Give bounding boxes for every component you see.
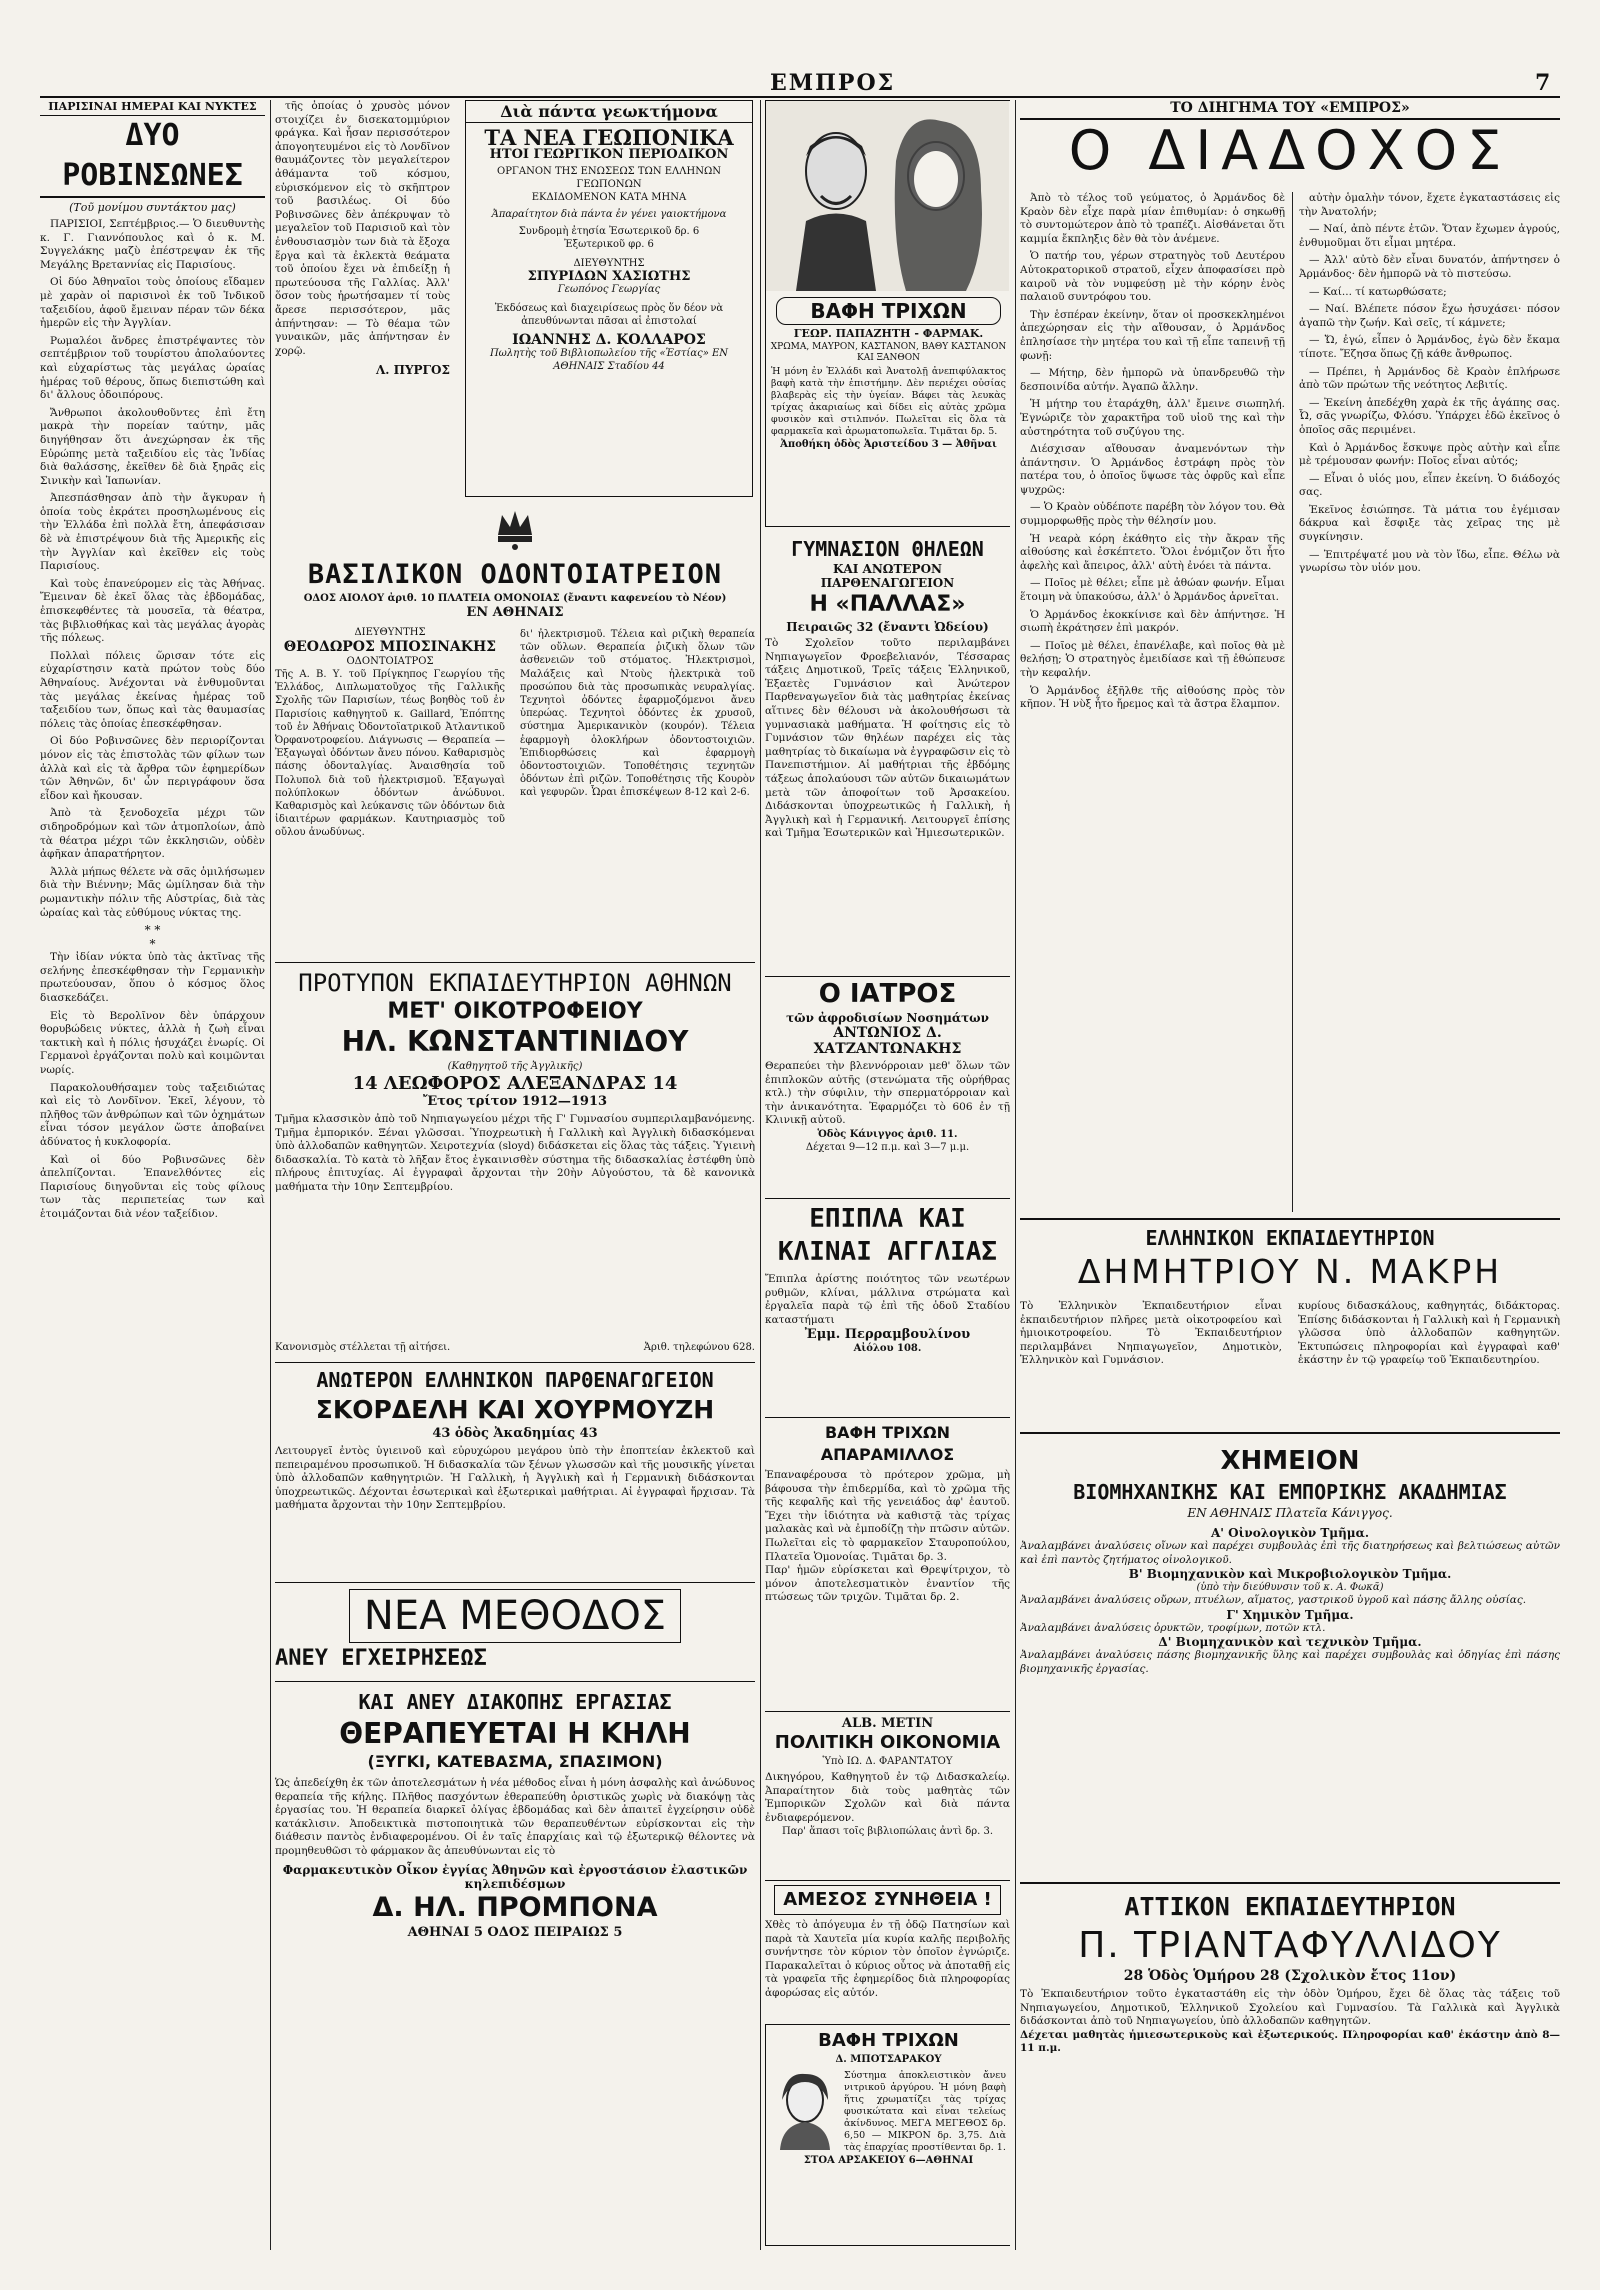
ad-organ: ΟΡΓΑΝΟΝ ΤΗΣ ΕΝΩΣΕΩΣ ΤΩΝ ΕΛΛΗΝΩΝ ΓΕΩΠΟΝΩΝ (497, 166, 721, 190)
dental-director (275, 626, 505, 840)
article-continuation (275, 100, 450, 378)
paragraph: Ἡ νεαρὰ κόρη ἐκάθητο εἰς τὴν ἄκραν τῆς αἰθούσης καὶ ἐσκέπτετο. Ὅλοι ἐνόμιζον ὅτι ἦτο ἀφελὴς καὶ ἄπειρος, ἀλλ' αὐτὴ ἐνόει τὰ πάντα. (1020, 532, 1285, 572)
newspaper-name: ΕΜΠΡΟΣ (770, 70, 896, 96)
ad-year: Ἔτος τρίτον 1912—1913 (422, 1094, 608, 1109)
ad-title: ΒΑΦΗ ΤΡΙΧΩΝ (776, 297, 1001, 325)
ad-title: ΑΜΕΣΟΣ ΣΥΝΗΘΕΙΑ ! (774, 1885, 1000, 1915)
ad-address: 14 ΛΕΩΦΟΡΟΣ ΑΛΕΞΑΝΔΡΑΣ 14 (352, 1073, 678, 1094)
ad-subtitle: ΒΙΟΜΗΧΑΝΙΚΗΣ ΚΑΙ ΕΜΠΟΡΙΚΗΣ ΑΚΑΔΗΜΙΑΣ (1073, 1480, 1507, 1504)
ad-title: ΒΑΣΙΛΙΚΟΝ ΟΔΟΝΤΟΙΑΤΡΕΙΟΝ (307, 559, 723, 590)
ad-maker: Φαρμακευτικὸν Οἶκον ἐγγίας Ἀθηνῶν καὶ ἐργοστάσιον ἐλαστικῶν κηλεπιδέσμων (282, 1862, 748, 1891)
ad-title: ΤΑ ΝΕΑ ΓΕΩΠΟΝΙΚΑ (484, 125, 734, 150)
ad-title: ΑΤΤΙΚΟΝ ΕΚΠΑΙΔΕΥΤΗΡΙΟΝ (1124, 1892, 1456, 1921)
section-text: Ἀναλαμβάνει ἀναλύσεις πάσης βιομηχανικῆς ὕλης καὶ παρέχει συμβουλὰς καὶ ὁδηγίας ἐπὶ πάσης βιομηχανικῆς ἐργασίας. (1020, 1649, 1560, 1675)
ad-text: Σύστημα ἀποκλειστικὸν ἄνευ νιτρικοῦ ἀργύρου. Ἡ μόνη βαφὴ ἥτις χρωματίζει τὰς τρίχας φυσικώτατα καὶ εἶναι τελείως ἀκίνδυνος. ΜΕΓΑ ΜΕΓΕΘΟΣ δρ. 6,50 — ΜΙΚΡΟΝ δρ. 3,75. Διὰ τὰς ἐπαρχίας προστίθενται δρ. 1. (844, 2070, 1006, 2153)
paragraph: Ὁ Ἀρμάνδος ἐξῆλθε τῆς αἰθούσης πρὸς τὸν κῆπον. Ἡ νὺξ ἦτο ἤρεμος καὶ τὰ ἄστρα ἔλαμπον. (1020, 684, 1285, 711)
author: Λ. ΠΥΡΓΟΣ (375, 363, 450, 378)
hair-dye-ad (765, 100, 1010, 527)
ad-info: Ἐκδόσεως καὶ διαχειρίσεως πρὸς ὅν δέον νὰ ἀπευθύνωνται πᾶσαι αἱ ἐπιστολαί (494, 303, 724, 327)
ad-director-title: Γεωπόνος Γεωργίας (557, 284, 661, 295)
ad-name: Δ. ΗΛ. ΠΡΟΜΠΟΝΑ (372, 1891, 658, 1923)
ad-name: ΗΛ. ΚΩΝΣΤΑΝΤΙΝΙΔΟΥ (341, 1025, 689, 1058)
ad-director-label: ΔΙΕΥΘΥΝΤΗΣ (573, 258, 645, 269)
director-title: ΟΔΟΝΤΟΙΑΤΡΟΣ (346, 656, 434, 667)
ad-line: (ΞΥΓΚΙ, ΚΑΤΕΒΑΣΜΑ, ΣΠΑΣΙΜΟΝ) (367, 1752, 663, 1771)
hair-dye-ad-3 (765, 2024, 1010, 2246)
ad-title: ΕΛΛΗΝΙΚΟΝ ΕΚΠΑΙΔΕΥΤΗΡΙΟΝ (1145, 1226, 1435, 1250)
ad-address: 43 ὁδὸς Ἀκαδημίας 43 (432, 1426, 598, 1441)
ad-admin: ΙΩΑΝΝΗΣ Δ. ΚΟΛΛΑΡΟΣ (512, 332, 706, 348)
paragraph: — Ὁ Κραὸν οὐδέποτε παρέβη τὸν λόγον του. Θὰ συμμορφωθῇς πρὸς τὴν θέλησίν μου. (1020, 501, 1285, 528)
ad-maker: Δ. ΜΠΟΤΣΑΡΑΚΟΥ (835, 2054, 942, 2065)
ad-title-wrap (765, 1885, 1010, 1915)
ad-address: Ἀποθήκη ὁδὸς Ἀριστείδου 3 — Ἀθῆναι (780, 439, 997, 450)
chemistry-lab-ad (1020, 1432, 1560, 1879)
top-section (275, 100, 755, 500)
ad-line: ΑΝΩΤΕΡΟΝ ΕΛΛΗΝΙΚΟΝ ΠΑΡΘΕΝΑΓΩΓΕΙΟΝ (316, 1368, 714, 1392)
paragraph: — Μήτηρ, δὲν ἠμπορῶ νὰ ὑπανδρευθῶ τὴν δεσποινίδα αὐτήν. Ἀγαπῶ ἄλλην. (1020, 367, 1285, 393)
ad-address: Πωλητὴς τοῦ Βιβλιοπωλείου τῆς «Ἑστίας» ΕΝ ΑΘΗΝΑΙΣ Σταδίου 44 (489, 348, 729, 372)
ad-title: Ο ΙΑΤΡΟΣ (818, 979, 957, 1009)
header-rule (40, 96, 1560, 98)
paragraph: — Πρέπει, ἡ Ἀρμάνδος δὲ Κραὸν ἐπλήρωσε ἀπὸ τῶν πρώτων τῆς νεότητος Λεβιτίς. (1299, 365, 1560, 392)
story-rubric: ΤΟ ΔΙΗΓΗΜΑ ΤΟΥ «ΕΜΠΡΟΣ» (1020, 100, 1560, 120)
masthead (0, 0, 1600, 96)
ad-text: Τὸ Ἐκπαιδευτήριον τοῦτο ἐγκαταστάθη εἰς τὴν ὁδὸν Ὁμήρου, ἔχει δὲ ὅλας τὰς τάξεις τοῦ Νηπιαγωγείου, Δημοτικοῦ, Ἑλληνικοῦ Σχολείου καὶ Γυμνασίου. Τὰ Γαλλικὰ καὶ Ἀγγλικὰ διδάσκονται ἀπὸ τοῦ Νηπιαγωγείου, ὑπὸ ἀλλοδαπῶν καθηγητῶν. (1020, 1988, 1560, 2028)
ad-text: Ὡς ἀπεδείχθη ἐκ τῶν ἀποτελεσμάτων ἡ νέα μέθοδος εἶναι ἡ μόνη ἀσφαλὴς καὶ ἀνώδυνος θεραπεία τῆς κήλης. Πλῆθος πασχόντων ἐθεραπεύθη ὁριστικῶς χωρὶς νὰ διακόψῃ τὰς ἐργασίας του. Ἡ θεραπεία διαρκεῖ ὀλίγας ἑβδομάδας καὶ δὲν ἀπαιτεῖ ἐγχείρησιν οὐδὲ κατάκλισιν. Ἀποδεικτικὰ πιστοποιητικὰ τῶν θεραπευθέντων εὑρίσκονται εἰς τὴν διάθεσιν παντὸς ἐνδιαφερομένου. Οἱ ἐν ταῖς ἐπαρχίαις καὶ τῷ ἐξωτερικῷ θέλοντες νὰ προμηθευθῶσι τὸ φάρμακον ἂς ἀπευθύνωνται εἰς τὸ (275, 1777, 755, 1857)
ad-price: Παρ' ἅπασι τοῖς βιβλιοπώλαις ἀντὶ δρ. 3. (781, 1826, 994, 1838)
ad-address: ΣΤΟΑ ΑΡΣΑΚΕΙΟΥ 6—ΑΘΗΝΑΙ (803, 2155, 974, 2166)
ad-text: Θεραπεύει τὴν βλεννόρροιαν μεθ' ὅλων τῶν ἐπιπλοκῶν αὐτῆς (στενώματα τῆς οὐρήθρας κτλ.) τὴν σύφιλιν, τὴν σπερματόρροιαν καὶ τὴν ἀνικανότητα. Ἐφαρμόζει τὸ 606 ἐν τῇ Κλινικῇ αὐτοῦ. (765, 1060, 1010, 1127)
ad-city: ΕΝ ΑΘΗΝΑΙΣ (466, 605, 564, 620)
paragraph: Ἀλλὰ μήπως θέλετε νὰ σᾶς ὁμιλήσωμεν διὰ τὴν Βιέννην; Μᾶς ὡμίλησαν διὰ τὴν ρωμαντικὴν πόλιν τῆς Αὐστρίας, διὰ τὰς ὡραίας καὶ τὰς εὐθύμους νύκτας της. (40, 865, 265, 919)
notice-ad (765, 1880, 1010, 2021)
section-separator: * * * (144, 923, 161, 951)
woman-portrait-illustration (770, 2070, 840, 2150)
ad-price: Συνδρομὴ ἐτησία Ἐσωτερικοῦ δρ. 6 (518, 226, 700, 237)
story-title: Ο ΔΙΑΔΟΧΟΣ (1068, 119, 1512, 182)
paragraph: — Ἐκείνη ἀπεδέχθη χαρὰ ἐκ τῆς ἀγάπης σας. Ὦ, σᾶς γνωρίζω, Φλόσυ. Ὑπάρχει ἐδῶ ἐκεῖνος ὁ ὁποῖος σᾶς περιμένει. (1299, 396, 1560, 436)
ad-title: ΧΗΜΕΙΟΝ (1220, 1446, 1360, 1476)
royal-crest (275, 505, 755, 555)
column-2 (275, 100, 755, 2250)
ad-text: Δικηγόρου, Καθηγητοῦ ἐν τῷ Διδασκαλείῳ. Ἀπαραίτητον διὰ τοὺς μαθητὰς τῶν Ἐμπορικῶν Σχολῶν καὶ διὰ πάντα ἐνδιαφερόμενον. (765, 1771, 1010, 1824)
ad-colors: ΧΡΩΜΑ, ΜΑΥΡΟΝ, ΚΑΣΤΑΝΟΝ, ΒΑΘΥ ΚΑΣΤΑΝΟΝ ΚΑΙ ΞΑΝΘΟΝ (770, 342, 1007, 363)
paragraph: Οἱ δύο Ροβινσῶνες δὲν περιορίζονται μόνον εἰς τὰς ἐπιστολὰς τῶν φίλων των ἀλλὰ καὶ εἰς τὰ ἄρθρα τῶν ἐφημερίδων τῶν Ἀθηνῶν, δι' ὧν περιγράφουν ὅσα εἶδον καὶ ἤκουσαν. (40, 735, 265, 802)
paragraph: Ἀπεσπάσθησαν ἀπὸ τὴν ἄγκυραν ἡ ὁποία τοὺς ἐκράτει προσηλωμένους εἰς τὴν Ἑλλάδα ἐπὶ πολλὰ ἔτη, ἀπεφάσισαν δὲ νὰ ἐπιστρέψουν διὰ τῆς Ἀμερικῆς εἰς τὴν Ἀγγλίαν καὶ ἐκεῖθεν εἰς τοὺς Παρισίους. (40, 492, 265, 573)
ad-address: ΕΝ ΑΘΗΝΑΙΣ Πλατεῖα Κάνιγγος. (1187, 1506, 1393, 1520)
ad-line: ΘΕΡΑΠΕΥΕΤΑΙ Η ΚΗΛΗ (339, 1717, 691, 1750)
ad-text: Ἐπαναφέρουσα τὸ πρότερον χρῶμα, μὴ βάφουσα τὴν ἐπιδερμίδα, καὶ τὸ χρῶμα τῆς τῆς κεφαλῆς καὶ τῆς γενειάδος ἀφ' ἑαυτοῦ. Ἔχει τὴν ἰδιότητα νὰ καθιστᾷ τὰς τρίχας μαλακὰς καὶ νὰ ἐμποδίζῃ τὴν πτῶσιν αὐτῶν. Πωλεῖται εἰς τὸ φαρμακεῖον Σταυροπούλου, Πλατεῖα Ὁμονοίας. Τιμᾶται δρ. 3. (765, 1469, 1010, 1563)
ad-text: Ἔπιπλα ἀρίστης ποιότητος τῶν νεωτέρων ρυθμῶν, κλίναι, μάλλινα στρώματα καὶ ἐργαλεῖα παρὰ τῷ ἐπὶ τῆς ὁδοῦ Σταδίου καταστήματι (765, 1273, 1010, 1326)
paragraph: — Ἐπιτρέψατέ μου νὰ τὸν ἴδω, εἶπε. Θέλω νὰ γνωρίσω τὸν υἱόν μου. (1299, 548, 1560, 575)
paragraph: — Ἀλλ' αὐτὸ δὲν εἶναι δυνατόν, ἀπήντησεν ὁ Ἀρμάνδος· δὲν ἠμπορῶ νὰ τὸ πιστεύσω. (1299, 254, 1560, 280)
ad-maker: ΓΕΩΡ. ΠΑΠΑΖΗΤΗ - ΦΑΡΜΑΚ. (793, 327, 984, 340)
paragraph: — Ποῖος μὲ θέλει, ἐπανέλαβε, καὶ ποῖος θὰ μὲ θελήσῃ; Ὁ στρατηγὸς ἐμειδίασε καὶ τῇ ἐθώπευσε τὴν κεφαλήν. (1020, 639, 1285, 679)
ad-name: ΑΝΤΩΝΙΟΣ Δ. ΧΑΤΖΑΝΤΩΝΑΚΗΣ (813, 1025, 962, 1057)
ad-subtitle: ΜΕΤ' ΟΙΚΟΤΡΟΦΕΙΟΥ (387, 999, 643, 1024)
paragraph: Τὴν ἰδίαν νύκτα ὑπὸ τὰς ἀκτῖνας τῆς σελήνης ἐπεσκέφθησαν τὴν Γερμανικὴν πρωτεύουσαν, ὅπου ὁ κόσμος ὅλος διασκεδάζει. (40, 951, 265, 1005)
page-number: 7 (1535, 70, 1551, 96)
ad-title: ΓΥΜΝΑΣΙΟΝ ΘΗΛΕΩΝ (791, 537, 984, 561)
ad-text: Τμῆμα κλασσικὸν ἀπὸ τοῦ Νηπιαγωγείου μέχρι τῆς Γ' Γυμνασίου συμπεριλαμβανόμενης. Τμῆμα ἐμπορικόν. Ξέναι γλῶσσαι. Ὑποχρεωτικὴ ἡ Γαλλικὴ καὶ Ἀγγλικὴ διδασκόμεναι ὑπὸ ἀλλοδαπῶν καθηγητῶν. Χειροτεχνία (sloyd) διδάσκεται εἰς ὅλας τὰς τάξεις. Ὑγιεινὴ διδασκαλία. Τὸ κατὰ τὸ λῆξαν ἔτος ἐγκαινισθὲν σύστημα τῆς διδασκαλίας ἐστέφθη ὑπὸ πλήρους ἐπιτυχίας. Αἱ ἐγγραφαὶ ἄρχονται τὴν 20ὴν Αὐγούστου, τὰ δὲ κανονικὰ μαθήματα τὴν 10ην Σεπτεμβρίου. (275, 1113, 755, 1193)
column-4 (1020, 100, 1560, 2250)
paragraph: Ρωμαλέοι ἄνδρες ἐπιστρέψαντες τὸν σεπτέμβριον τοῦ τουρίστου ἀπολαύοντες καὶ εὐχαρίστως τὰς μεγάλας ὡραίας ἡμέρας τοῦ θέρους, ὅπως διεπιστώθη καὶ δι' ἄλλους ὁδοιπόρους. (40, 334, 265, 402)
hernia-ad (275, 1582, 755, 2248)
article-headline: ΔΥΟ ΡΟΒΙΝΣΩΝΕΣ (40, 116, 265, 198)
ad-title: ΒΑΦΗ ΤΡΙΧΩΝ (818, 2030, 959, 2051)
ad-address: Ὁδὸς Κάνιγγος ἀριθ. 11. (817, 1128, 958, 1140)
paragraph: — Ναί, ἀπὸ πέντε ἐτῶν. Ὅταν ἔχωμεν ἀγρούς, ἐνθυμοῦμαι ὅτι εἶμαι μητέρα. (1299, 223, 1560, 249)
story-column-a (1020, 192, 1285, 1212)
ad-phone: Ἀριθ. τηλεφώνου 628. (643, 1342, 755, 1353)
ad-title: ΠΟΛΙΤΙΚΗ ΟΙΚΟΝΟΜΙΑ (774, 1732, 1001, 1753)
paragraph: — Καί... τί κατωρθώσατε; (1309, 285, 1447, 298)
ad-author: ALB. METIN (841, 1716, 934, 1731)
ad-name: ΔΗΜΗΤΡΙΟΥ Ν. ΜΑΚΡΗ (1077, 1252, 1503, 1291)
column-rule (760, 100, 761, 2250)
dental-services: δι' ἠλεκτρισμοῦ. Τέλεια καὶ ριζικὴ θεραπεία τῶν οὔλων. Θεραπεία ῥιζικὴ ὅλων τῶν ἀσθενειῶν τοῦ στόματος. Ἠλεκτρισμοὶ, Μαλάξεις καὶ Ντοὺς ἠλεκτρικὰ τοῦ προσώπου διὰ τὰς προσωπικὰς νευραλγίας. Τεχνητοὶ ὀδόντες ἐφαρμοζόμενοι ἄνευ ὑπερώας. Τεχνητοὶ ὀδόντες ἐκ χρυσοῦ, σύστημα Ἀμερικανικὸν (κουρόν). Τέλεια ἐφαρμογὴ ὁλοκλήρων ὀδοντοστοιχιῶν. Ἐπιδιορθώσεις καὶ ἐφαρμογὴ ὀδοντοστοιχιῶν. Τοποθέτησις τεχνητῶν ὀδόντων ἐπὶ ριζῶν. Τοποθέτησις τῆς Κουρὸν καὶ γεφυρῶν. Ὧραι ἐπισκέψεων 8-12 καὶ 2-6. (520, 629, 755, 799)
section-text: Ἀναλαμβάνει ἀναλύσεις ὀρυκτῶν, τροφίμων, ποτῶν κτλ. (1020, 1621, 1326, 1634)
article-body (40, 218, 265, 1222)
divider (275, 1681, 755, 1682)
paragraph: Ἐκεῖνος ἐσιώπησε. Τὰ μάτια του ἐγέμισαν δάκρυα καὶ ἔσφιξε τὰς χεῖρας της μὲ συγκίνησιν. (1299, 503, 1560, 544)
paragraph: τῆς ὁποίας ὁ χρυσὸς μόνον στοιχίζει ἐν δισεκατομμύριον φράγκα. Καὶ ἦσαν περισσότερον ἀπογοητευμένοι εἰς τὸ Λονδῖνον θαυμάζοντες τὸν μεγαλείτερον ἀθάμαντα τοῦ κόσμου, εὑρισκόμενον εἰς τὸ σκῆπτρον τοῦ βασιλέως. Οἱ δύο Ροβινσῶνες δὲν ἀπέκρυψαν τὸ μεγαλεῖον τοῦ Παρισιοῦ καὶ τὸν ἐνθουσιασμὸν των διὰ τὰ ἔξοχα ἔργα καὶ τὰ ἐκλεκτὰ θεάματα τοῦ ὁποίου ἔχει νὰ ἐπιδείξῃ ἡ πρωτεύουσα τῆς Γαλλίας. Ἀλλ' ὅσον τοὺς ἠρωτήσαμεν τί τοὺς ἄρεσε περισσότερον, μᾶς ἀπήντησαν: — Τὸ θέαμα τῶν γυναικῶν, μᾶς ἀπήντησαν ἐν χορῷ. (275, 100, 450, 357)
paragraph: Διέσχισαν αἴθουσαν ἀναμενόντων τὴν ἀπάντησιν. Ὁ Ἀρμάνδος ἐστράφη πρὸς τὸν πατέρα του, ὁ ὁποῖος ὕψωσε τὰς ὀφρῦς καὶ εἶπε ψυχρῶς: (1020, 443, 1285, 496)
section-text: Ἀναλαμβάνει ἀναλύσεις οἴνων καὶ παρέχει συμβουλὰς ἐπὶ τῆς διατηρήσεως καὶ βελτιώσεως αὐτῶν καὶ ἐπὶ παντὸς ζητήματος οἰνολογικοῦ. (1020, 1540, 1560, 1566)
ad-address: 28 Ὁδὸς Ὁμήρου 28 (Σχολικὸν ἔτος 11ον) (1123, 1968, 1457, 1984)
ad-frequency: ΕΚΔΙΔΟΜΕΝΟΝ ΚΑΤΑ ΜΗΝΑ (531, 192, 687, 203)
furniture-ad (765, 1198, 1010, 1414)
paragraph: Οἱ δύο Ἀθηναῖοι τοὺς ὁποίους εἴδαμεν μὲ χαρὰν οἱ παρισινοὶ ἐκ τοῦ Ἰνδικοῦ ταξειδίου, ἀφοῦ ἔμειναν πέραν τῶν δέκα ἡμερῶν εἰς τὴν Ἀγγλίαν. (40, 276, 265, 330)
ad-note: (Καθηγητοῦ τῆς Ἀγγλικῆς) (447, 1061, 583, 1072)
paragraph: Ἄνθρωποι ἀκολουθοῦντες ἐπὶ ἔτη μακρὰ τὴν πορείαν ταύτην, μᾶς διηγήθησαν ὅτι ἀνεχώρησαν ἐκ τῆς Εὐρώπης μετὰ ταξειδίου εἰς τὰς Ἰνδίας διὰ θαλάσσης, ἐκεῖθεν δὲ διὰ ξηρᾶς εἰς Σινικὴν καὶ Ἰαπωνίαν. (40, 406, 265, 487)
ad-text: Λειτουργεῖ ἐντὸς ὑγιεινοῦ καὶ εὐρυχώρου μεγάρου ὑπὸ τὴν ἐποπτείαν ἐκλεκτοῦ καὶ πεπειραμένου προσωπικοῦ. Ἡ διδασκαλία τῶν ξένων γλωσσῶν καὶ τῆς μουσικῆς γίνεται ὑπὸ ἀλλοδαπῶν καθηγητριῶν. Ἡ Γαλλικὴ, ἡ Ἀγγλικὴ καὶ ἡ Γερμανικὴ διδάσκονται ὑποχρεωτικῶς. Δέχονται ἐσωτερικαὶ καὶ ἐξωτερικαὶ μαθήτριαι. Αἱ ἐγγραφαὶ ἤρχισαν. Τὰ μαθήματα ἄρχονται τὴν 10ην Σεπτεμβρίου. (275, 1445, 755, 1512)
ad-subtitle: ΗΤΟΙ ΓΕΩΡΓΙΚΟΝ ΠΕΡΙΟΔΙΚΟΝ (489, 147, 729, 162)
ad-subtitle: ΚΑΙ ΑΝΩΤΕΡΟΝ ΠΑΡΘΕΝΑΓΩΓΕΙΟΝ (820, 562, 955, 590)
paragraph: — Ναί. Βλέπετε πόσον ἔχω ἡσυχάσει· πόσον ἀγαπῶ τὴν ζωήν. Καὶ σεῖς, τί κάμνετε; (1299, 303, 1560, 329)
ad-footer: Κανονισμὸς στέλλεται τῇ αἰτήσει. (275, 1342, 451, 1353)
attikon-school-ad (1020, 1882, 1560, 2249)
georgika-ad (465, 100, 753, 497)
paragraph: Τὴν ἑσπέραν ἐκείνην, ὅταν οἱ προσκεκλημένοι ἀπεχώρησαν εἰς τὴν αἴθουσαν, ὁ Ἀρμάνδος ἐπλησίασε τὴν μητέρα του καὶ τῇ εἶπε ταπεινῇ τῇ φωνῇ: (1020, 308, 1285, 362)
paragraph: ΠΑΡΙΣΙΟΙ, Σεπτέμβριος.— Ὁ διευθυντὴς κ. Γ. Γιαννόπουλος καὶ ὁ κ. Μ. Συγγελάκης μαζὺ ἐπέστρεψαν ἐκ τῆς Μεγάλης Βρεταννίας εἰς Παρισίους. (40, 218, 265, 271)
paragraph: Ἀπὸ τὰ ξενοδοχεῖα μέχρι τῶν σιδηροδρόμων καὶ τῶν ἀτμοπλοίων, ἀπὸ τὰ θέατρα μέχρι τῶν ἐκκλησιῶν, οὐδὲν ἀφῆκαν ἀπαρατήρητον. (40, 807, 265, 861)
doctor-ad (765, 976, 1010, 1195)
paragraph: — Εἶναι ὁ υἱός μου, εἶπεν ἐκείνη. Ὁ διάδοχός σας. (1299, 472, 1560, 499)
section-text: Ἀναλαμβάνει ἀναλύσεις οὔρων, πτυέλων, αἵματος, γαστρικοῦ ὑγροῦ καὶ πάσης ἄλλης οὐσίας. (1020, 1594, 1527, 1607)
paragraph: Ὁ Ἀρμάνδος ἐκοκκίνισε καὶ δὲν ἀπήντησε. Ἡ σιωπὴ ἐκράτησεν ἐπὶ μακρόν. (1020, 608, 1285, 635)
section-note: (ὑπὸ τὴν διεύθυνσιν τοῦ κ. Α. Φωκᾶ) (1196, 1582, 1384, 1594)
book-ad (765, 1711, 1010, 1877)
ad-address: ΑΘΗΝΑΙ 5 ΟΔΟΣ ΠΕΙΡΑΙΩΣ 5 (407, 1924, 623, 1940)
ad-address: Πειραιῶς 32 (ἔναντι Ὠδείου) (786, 620, 989, 634)
hair-dye-ad-2 (765, 1417, 1010, 1708)
paragraph: Παρακολουθήσαμεν τοὺς ταξειδιώτας καὶ εἰς τὸ Λονδῖνον. Ἐκεῖ, λέγουν, τὸ πλῆθος τῶν ἀνθρώπων καὶ τῶν ὀχημάτων εἶναι τόσον μεγάλον ὥστε ἀποβαίνει ἀδύνατος ἡ κυκλοφορία. (40, 1081, 265, 1148)
ad-title: ΝΕΑ ΜΕΘΟΔΟΣ (349, 1589, 681, 1643)
ad-tagline: Διὰ πάντα γεωκτήμονα (466, 101, 752, 123)
paragraph: Καὶ ὁ Ἀρμάνδος ἔσκυψε πρὸς αὐτὴν καὶ εἶπε μὲ τρέμουσαν φωνήν: Ποῖος εἶναι αὐτός; (1299, 441, 1560, 468)
ad-name: Η «ΠΑΛΛΑΣ» (809, 592, 966, 617)
ad-name: Π. ΤΡΙΑΝΤΑΦΥΛΛΙΔΟΥ (1078, 1925, 1502, 1966)
ad-title-wrap (776, 297, 1001, 325)
rubric: ΠΑΡΙΣΙΝΑΙ ΗΜΕΡΑΙ ΚΑΙ ΝΥΚΤΕΣ (40, 100, 265, 116)
ad-text: Τὸ Ἑλληνικὸν Ἐκπαιδευτήριον εἶναι ἐκπαιδευτήριον πλῆρες μετὰ οἰκοτροφείου καὶ ἡμιοικοτροφείου. Τὸ Ἐκπαιδευτήριον περιλαμβάνει Νηπιαγωγεῖον, Δημοτικὸν, Ἑλληνικὸν καὶ Γυμνάσιον. (1020, 1300, 1282, 1367)
story-column-b (1292, 192, 1560, 1212)
section-title: Δ' Βιομηχανικὸν καὶ τεχνικὸν Τμῆμα. (1158, 1635, 1422, 1650)
ad-name: Ἐμμ. Περραμβουλίνου (804, 1327, 971, 1343)
ad-title: ΕΠΙΠΛΑ ΚΑΙ ΚΛΙΝΑΙ ΑΓΓΛΙΑΣ (777, 1204, 998, 1267)
ad-text: κυρίους διδασκάλους, καθηγητάς, διδάκτορας. Ἐπίσης διδάσκονται ἡ Γαλλικὴ καὶ ἡ Γερμανικὴ γλῶσσα ὑπὸ ἀλλοδαπῶν καθηγητῶν. Ἐκτυπώσεις πληροφορίαι καὶ ἐγγραφαὶ καθ' ἑκάστην ἐν τῷ γραφείῳ τοῦ Ἐκπαιδευτηρίου. (1298, 1300, 1560, 1367)
ad-motto: Ἀπαραίτητον διὰ πάντα ἐν γένει γαιοκτήμονα (491, 209, 727, 220)
ad-director: ΣΠΥΡΙΔΩΝ ΧΑΣΙΩΤΗΣ (527, 269, 691, 284)
makri-school-ad (1020, 1218, 1560, 1430)
byline: (Τοῦ μονίμου συντάκτου μας) (69, 201, 236, 214)
paragraph: Ἀπὸ τὸ τέλος τοῦ γεύματος, ὁ Ἀρμάνδος δὲ Κραὸν δὲν εἶχε παρὰ μίαν ἐπιθυμίαν: ὁ σηκωθῇ τὸ συντομώτερον ἀπὸ τὸ τραπέζι. Αἰσθάνεται ὅτι καμμία ἔκπληξις δὲν θὰ τὸν ἀνέμενε. (1020, 192, 1285, 245)
ad-translator: Ὑπὸ ΙΩ. Δ. ΦΑΡΑΝΤΑΤΟΥ (822, 1756, 953, 1767)
girls-gymnasium-ad (765, 532, 1010, 972)
ad-title: ΒΑΦΗ ΤΡΙΧΩΝ ΑΠΑΡΑΜΙΛΛΟΣ (820, 1423, 955, 1464)
section-title: Γ' Χημικὸν Τμῆμα. (1226, 1607, 1354, 1622)
ad-text: Χθὲς τὸ ἀπόγευμα ἐν τῇ ὁδῷ Πατησίων καὶ παρὰ τὰ Χαυτεῖα μία κυρία καλῆς περιβολῆς συνήντησε τὸν κύριον τὸν ὁποῖον ἐγνώριζε. Παρακαλεῖται ὁ κύριος οὗτος νὰ ἀποταθῇ εἰς τὰ γραφεῖα τῆς ἐφημερίδος διὰ πληροφορίας ἀφορώσας εἰς αὐτόν. (765, 1919, 1010, 1999)
ad-line: ΑΝΕΥ ΕΓΧΕΙΡΗΣΕΩΣ (275, 1646, 487, 1671)
ad-line: ΚΑΙ ΑΝΕΥ ΔΙΑΚΟΠΗΣ ΕΡΓΑΣΙΑΣ (358, 1690, 672, 1714)
column-1 (40, 100, 265, 2250)
paragraph: Καὶ τοὺς ἐπανεύρομεν εἰς τὰς Ἀθήνας. Ἔμειναν δὲ ἐκεῖ ὅλας τὰς ἑβδομάδας, ἐπισκεφθέντες τὰ μουσεῖα, τὰ θέατρα, τὰς βιβλιοθήκας καὶ τὰς μεγάλας ἀγορὰς τῆς πόλεως. (40, 577, 265, 645)
paragraph: Ὁ πατήρ του, γέρων στρατηγὸς τοῦ Δευτέρου Αὐτοκρατορικοῦ στρατοῦ, εἶχεν ἀποφασίσει πρὸ καιροῦ νὰ τὸν νυμφεύσῃ μὲ τὴν κόρην ἑνὸς παλαιοῦ συντρόφου του. (1020, 250, 1285, 304)
section-title: Α' Οἰνολογικὸν Τμῆμα. (1210, 1526, 1370, 1540)
ad-note: Δέχεται μαθητὰς ἡμιεσωτερικοὺς καὶ ἐξωτερικούς. Πληροφορίαι καθ' ἑκάστην ἀπὸ 8—11 π.μ. (1020, 2028, 1560, 2055)
column-rule (1015, 100, 1016, 2250)
director-label: ΔΙΕΥΘΥΝΤΗΣ (354, 627, 426, 638)
ad-address: Αἰόλου 108. (853, 1343, 922, 1355)
paragraph: αὐτὴν ὁμαλὴν τόνον, ἔχετε ἐγκαταστάσεις εἰς τὴν Ἀνατολήν; (1299, 192, 1560, 218)
paragraph: Ἡ μήτηρ του ἐταράχθη, ἀλλ' ἔμεινε σιωπηλή. Ἐγνώριζε τὸν χαρακτῆρα τοῦ υἱοῦ της καὶ τὴν αὐστηρότητα τοῦ συζύγου της. (1020, 398, 1285, 438)
ad-subtitle: τῶν ἀφροδισίων Νοσημάτων (786, 1011, 989, 1025)
paragraph: — Ποῖος μὲ θέλει; εἶπε μὲ ἀθώαν φωνήν. Εἶμαι ἕτοιμη νὰ ὑπακούσω, ἀλλ' ὁ Ἀρμάνδος ἀρνεῖται. (1020, 577, 1285, 604)
paragraph: — Ὤ, ἐγώ, εἶπεν ὁ Ἀρμάνδος, ἐγὼ δὲν ἔκαμα τίποτε. Ἔζησα ὅπως ζῇ κάθε ἄνθρωπος. (1299, 334, 1560, 360)
ad-name: ΣΚΟΡΔΕΛΗ ΚΑΙ ΧΟΥΡΜΟΥΖΗ (315, 1395, 715, 1424)
paragraph: Καὶ οἱ δύο Ροβινσῶνες δὲν ἀπελπίζονται. Ἐπανελθόντες εἰς Παρισίους διηγοῦνται εἰς τοὺς φίλους των τὰς περιπετείας των καὶ ἑτοιμάζονται διὰ νέον ταξείδιον. (40, 1153, 265, 1220)
ad-hours: Δέχεται 9—12 π.μ. καὶ 3—7 μ.μ. (805, 1141, 970, 1153)
girls-school-ad (275, 1362, 755, 1578)
column-rule (270, 100, 271, 2250)
ad-text: Τὸ Σχολεῖον τοῦτο περιλαμβάνει Νηπιαγωγεῖον Φροεβελιανόν, Τέσσαρας τάξεις Δημοτικοῦ, Τρεῖς τάξεις Ἑλληνικοῦ, Ἑξαετὲς Γυμνάσιον καὶ Ἀνώτερον Παρθεναγωγεῖον διὰ τὰς μαθητρίας ἐκείνας αἵτινες δὲν θέλουσι νὰ ἀκολουθήσωσι τὰ γυμνασιακὰ μαθήματα. Ἡ φοίτησις εἰς τὸ Γυμνάσιον τῶν θηλέων παρέχει εἰς τὰς μαθητρίας τὸ δικαίωμα νὰ ἐγγραφῶσιν εἰς τὸ Πανεπιστήμιον. Αἱ μαθήτριαι τῆς ἑβδόμης τάξεως ἀπολαύουσι τῶν αὐτῶν δικαιωμάτων μετὰ τῶν ἀποφοίτων τοῦ Ἀρσακείου. Διδάσκονται ὑποχρεωτικῶς ἡ Γαλλικὴ, ἡ Ἀγγλικὴ καὶ ἡ Γερμανική. Λειτουργεῖ ἐπίσης καὶ Τμῆμα Ἐσωτερικῶν καὶ Ἡμιεσωτερικῶν. (765, 637, 1010, 840)
dental-ad (275, 558, 755, 958)
ad-note: Παρ' ἡμῶν εὑρίσκεται καὶ Θρεψίτριχον, τὸ μόνον ἀποτελεσματικὸν ἐναντίον τῆς πτώσεως τῶν τριχῶν. Τιμᾶται δρ. 2. (765, 1564, 1010, 1604)
ad-text: Ἡ μόνη ἐν Ἑλλάδι καὶ Ἀνατολῇ ἀνεπιφύλακτος βαφὴ κατὰ τὴν ἐπιστήμην. Δὲν περιέχει οὐσίας βλαβερὰς εἰς τὴν ὑγείαν. Βάφει τὰς λευκὰς τρίχας ἀκαριαίως καὶ δίδει εἰς αὐτὰς χρῶμα φυσικὸν καὶ στιλπνόν. Πωλεῖται εἰς ὅλα τὰ φαρμακεῖα καὶ ἀρωματοπωλεῖα. Τιμᾶται δρ. 5. (771, 366, 1006, 437)
ad-title: ΠΡΟΤΥΠΟΝ ΕΚΠΑΙΔΕΥΤΗΡΙΟΝ ΑΘΗΝΩΝ (298, 969, 732, 997)
column-3 (765, 100, 1010, 2250)
ad-address: ΟΔΟΣ ΑΙΟΛΟΥ ἀριθ. 10 ΠΛΑΤΕΙΑ ΟΜΟΝΟΙΑΣ (ἔναντι καφενείου τὸ Νέον) (303, 593, 727, 604)
protypon-school-ad (275, 962, 755, 1358)
dental-services: Τῆς Α. Β. Υ. τοῦ Πρίγκηπος Γεωργίου τῆς Ἑλλάδος, Διπλωματοῦχος τῆς Γαλλικῆς Σχολῆς τῶν Παρισίων, τέως βοηθὸς τοῦ ἐν Παρισίοις καθηγητοῦ κ. Gaillard, Ἐπόπτης τοῦ ἐν Ἀθήναις Ὀδοντοϊατρικοῦ Ἀτλαντικοῦ Ὀρφανοτροφείου. Διάγνωσις — Θεραπεία — Ἐξαγωγαὶ ὀδόντων ἄνευ πόνου. Καθαρισμὸς πάσης ὀδονταλγίας. Ἀναισθησία τοῦ Πολυπολ διὰ τοῦ ἠλεκτρισμοῦ. Ἐξαγωγαὶ πολύπλοκων ὀδόντων ἀνώδυνοι. Καθαρισμὸς καὶ λεύκανσις τῶν ὀδόντων διὰ ἰδιαιτέρων φαρμάκων. Καυτηριασμὸς τοῦ οὔλου ἀνωδύνως. (275, 669, 505, 839)
paragraph: Πολλαὶ πόλεις ὥρισαν τότε εἰς εὐχαρίστησιν κατὰ πρώτον τοὺς δύο Ἀθηναίους. Ἀνέχονται νὰ ἐνθυμοῦνται τὰς μεγάλας ἐκείνας ἡμέρας τοῦ ταξειδίου των, ὅπως καὶ τὰς θαυμασίας πόλεις τὰς ὁποίας ἐπεσκέφθησαν. (40, 649, 265, 730)
crown-icon (490, 505, 540, 551)
director-name: ΘΕΟΔΩΡΟΣ ΜΠΟΣΙΝΑΚΗΣ (283, 639, 497, 655)
ad-title-wrap (275, 1589, 755, 1643)
portrait-illustration (766, 101, 1009, 291)
section-title: Β' Βιομηχανικὸν καὶ Μικροβιολογικὸν Τμῆμα. (1128, 1567, 1452, 1582)
ad-price: Ἐξωτερικοῦ φρ. 6 (564, 239, 654, 250)
paragraph: Εἰς τὸ Βερολῖνον δὲν ὑπάρχουν θορυβώδεις νύκτες, ἀλλὰ ἡ ζωὴ εἶναι τακτικὴ καὶ ἡ πόλις ἡσυχάζει ἐνωρίς. Οἱ Γερμανοὶ ἐργάζονται πολὺ καὶ κοιμῶνται νωρίς. (40, 1009, 265, 1077)
